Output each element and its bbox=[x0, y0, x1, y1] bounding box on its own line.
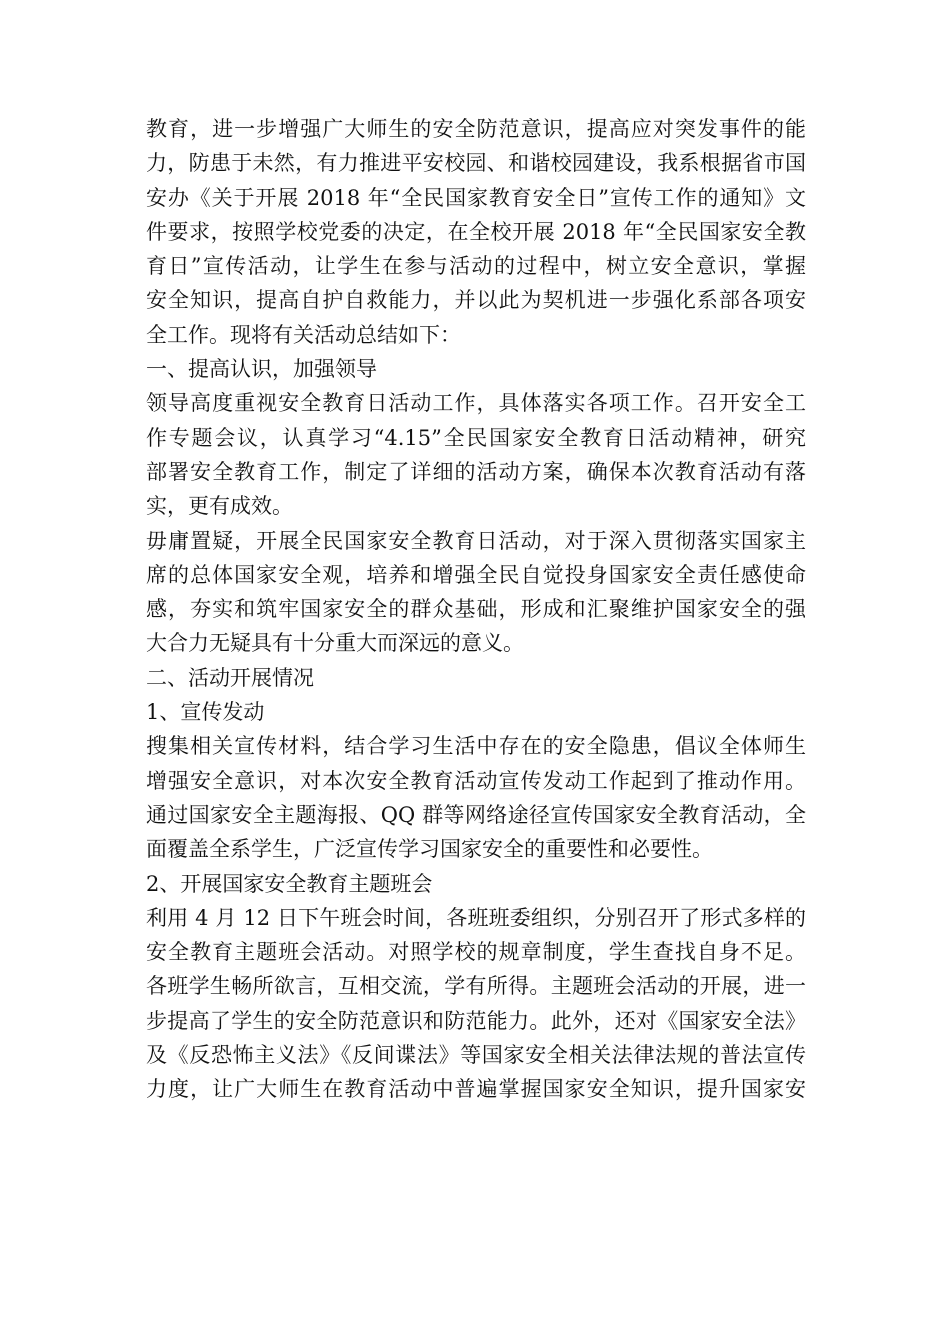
text-line: 全工作。现将有关活动总结如下： bbox=[146, 322, 461, 347]
text-line: 毋庸置疑，开展全民国家安全教育日活动，对于深入贯彻落实国家主 bbox=[146, 528, 806, 553]
text-line: 席的总体国家安全观，培养和增强全民自觉投身国家安全责任感使命 bbox=[146, 562, 806, 587]
text-line: 各班学生畅所欲言，互相交流，学有所得。主题班会活动的开展，进一 bbox=[146, 974, 806, 999]
text-line: 2、开展国家安全教育主题班会 bbox=[146, 871, 433, 896]
text-line: 安全教育主题班会活动。对照学校的规章制度，学生查找自身不足。 bbox=[146, 940, 806, 965]
text-line: 感，夯实和筑牢国家安全的群众基础，形成和汇聚维护国家安全的强 bbox=[146, 597, 806, 622]
text-line: 安全知识，提高自护自救能力，并以此为契机进一步强化系部各项安 bbox=[146, 288, 806, 313]
text-line: 力度，让广大师生在教育活动中普遍掌握国家安全知识，提升国家安 bbox=[146, 1077, 806, 1102]
text-line: 部署安全教育工作，制定了详细的活动方案，确保本次教育活动有落 bbox=[146, 459, 806, 484]
text-line: 大合力无疑具有十分重大而深远的意义。 bbox=[146, 631, 524, 656]
text-line: 作专题会议，认真学习“4.15”全民国家安全教育日活动精神，研究 bbox=[146, 425, 806, 450]
text-line: 通过国家安全主题海报、QQ 群等网络途径宣传国家安全教育活动，全 bbox=[146, 802, 806, 827]
text-line: 1、宣传发动 bbox=[146, 700, 265, 725]
text-line: 领导高度重视安全教育日活动工作，具体落实各项工作。召开安全工 bbox=[146, 391, 806, 416]
document-body bbox=[146, 112, 806, 1107]
text-line: 育日”宣传活动，让学生在参与活动的过程中，树立安全意识，掌握 bbox=[146, 254, 806, 279]
text-line: 及《反恐怖主义法》《反间谍法》等国家安全相关法律法规的普法宣传 bbox=[146, 1043, 806, 1068]
text-line: 实，更有成效。 bbox=[146, 494, 293, 519]
text-line: 力，防患于未然，有力推进平安校园、和谐校园建设，我系根据省市国 bbox=[146, 151, 806, 176]
text-line: 教育，进一步增强广大师生的安全防范意识，提高应对突发事件的能 bbox=[146, 117, 806, 141]
text-line: 二、活动开展情况 bbox=[146, 665, 314, 690]
text-line: 一、提高认识，加强领导 bbox=[146, 357, 377, 382]
text-line: 面覆盖全系学生，广泛宣传学习国家安全的重要性和必要性。 bbox=[146, 837, 713, 862]
text-line: 利用 4 月 12 日下午班会时间，各班班委组织，分别召开了形式多样的 bbox=[146, 905, 806, 930]
text-line: 增强安全意识，对本次安全教育活动宣传发动工作起到了推动作用。 bbox=[146, 768, 806, 793]
text-line: 安办《关于开展 2018 年“全民国家教育安全日”宣传工作的通知》文 bbox=[146, 185, 806, 210]
text-line: 搜集相关宣传材料，结合学习生活中存在的安全隐患，倡议全体师生 bbox=[146, 734, 806, 759]
text-line: 件要求，按照学校党委的决定，在全校开展 2018 年“全民国家安全教 bbox=[146, 219, 806, 244]
text-line: 步提高了学生的安全防范意识和防范能力。此外，还对《国家安全法》 bbox=[146, 1008, 806, 1033]
